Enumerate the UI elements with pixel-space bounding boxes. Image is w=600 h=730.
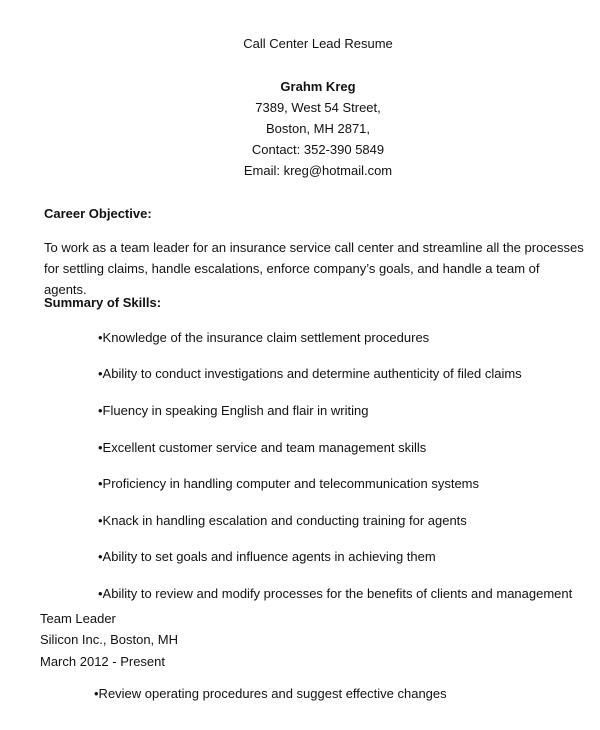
skill-item: •Ability to set goals and influence agents in achieving them — [98, 549, 436, 564]
skill-item: •Excellent customer service and team management skills — [98, 440, 427, 455]
document-title: Call Center Lead Resume — [243, 36, 393, 51]
career-objective-heading: Career Objective: — [44, 206, 152, 221]
job-dates: March 2012 - Present — [40, 654, 166, 669]
skill-item: •Knack in handling escalation and conducting training for agents — [98, 513, 467, 528]
job-duty-item: •Review operating procedures and suggest effective changes — [94, 686, 447, 701]
job-role: Team Leader — [40, 611, 116, 626]
skill-item: •Proficiency in handling computer and telecommunication systems — [98, 476, 480, 491]
skill-item: •Ability to review and modify processes for the benefits of clients and management — [98, 586, 573, 601]
job-company: Silicon Inc., Boston, MH — [40, 632, 178, 647]
contact-email: Email: kreg@hotmail.com — [243, 163, 393, 178]
candidate-name: Grahm Kreg — [280, 79, 356, 94]
career-objective-text: To work as a team leader for an insurance service call center and streamline all the processes for settling claims, handle escalations, enforce company’s goals, and handle a team of agents. — [44, 240, 584, 297]
skill-item: •Knowledge of the insurance claim settlement procedures — [98, 330, 430, 345]
address-line-2: Boston, MH 2871, — [265, 121, 371, 136]
skill-item: •Fluency in speaking English and flair in writing — [98, 403, 369, 418]
contact-phone: Contact: 352-390 5849 — [251, 142, 385, 157]
skill-item: •Ability to conduct investigations and determine authenticity of filed claims — [98, 366, 522, 381]
skills-heading: Summary of Skills: — [44, 295, 162, 310]
address-line-1: 7389, West 54 Street, — [255, 100, 381, 115]
